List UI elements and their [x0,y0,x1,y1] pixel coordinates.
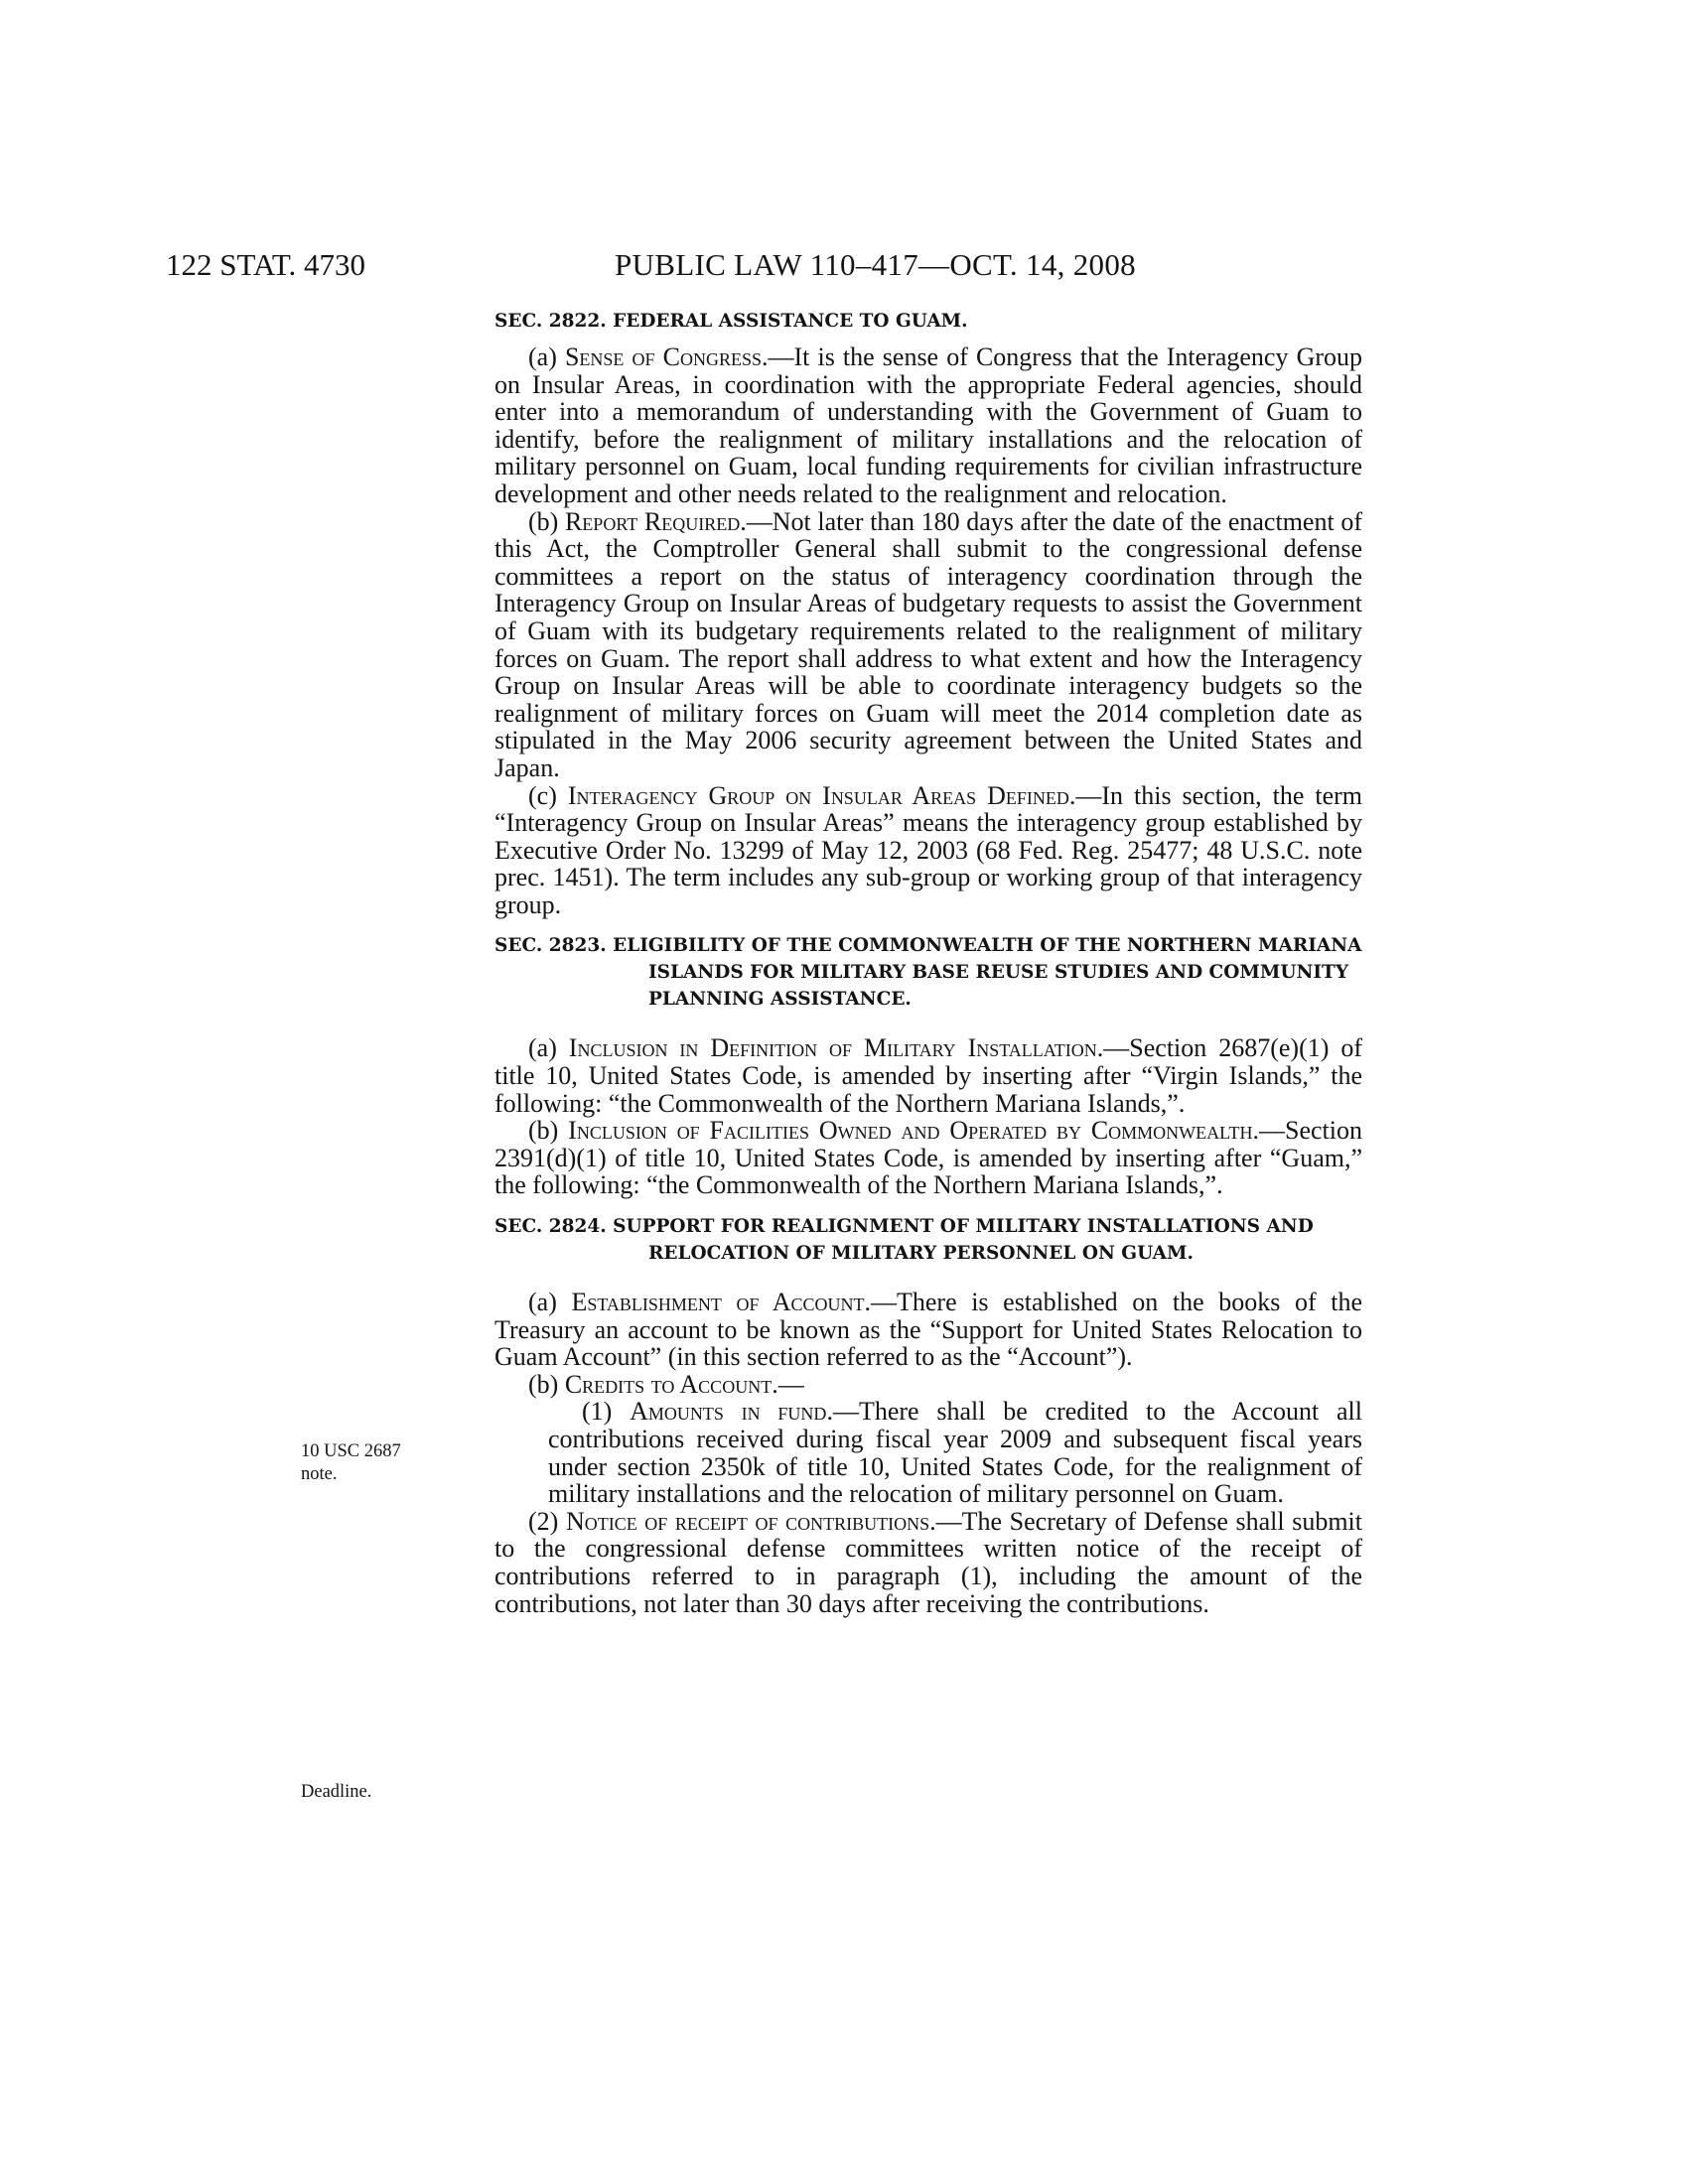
section-2823-subsection-b [494,1117,1362,1199]
label: (a) [528,1033,569,1063]
margin-note-deadline: Deadline. [301,1782,372,1802]
caption: Establishment of Account [571,1288,865,1317]
label: (c) [528,780,568,810]
section-2824-heading: SEC. 2824. SUPPORT FOR REALIGNMENT OF MILITARY INSTALLATIONS AND RELOCATION OF MILITARY PERSONNEL ON GUAM. [494,1216,1314,1265]
running-header [0,247,1688,291]
text: .—There shall be credited to the Account all contributions received during fiscal year 2009 and subsequent fiscal years under section 2350k of title 10, United States Code, for the realignment of military installations and the relocation of military personnel on Guam. [548,1397,1362,1509]
label: (a) [528,342,565,371]
stat-page-number: 122 STAT. 4730 [166,247,366,282]
caption: Report Required [564,506,741,536]
section-2824-paragraph-1 [548,1398,1362,1507]
text: .—Section 2687(e)(1) of title 10, United States Code, is amended by inserting after “Virgin Islands,” the following: “the Commonwealth of the Northern Mariana Islands,”. [494,1033,1362,1118]
text: .—Not later than 180 days after the date of the enactment of this Act, the Comptroller General shall submit to the congressional defense committees a report on the status of interagency coordination through the Interagency Group on Insular Areas of budgetary requests to assist the Government of Guam with its budgetary requirements related to the realignment of military forces on Guam. The report shall address to what extent and how the Interagency Group on Insular Areas will be able to coordinate interagency budgets so the realignment of military forces on Guam will meet the 2014 completion date as stipulated in the May 2006 security agreement between the United States and Japan. [494,506,1362,782]
section-2823-heading: SEC. 2823. ELIGIBILITY OF THE COMMONWEALTH OF THE NORTHERN MARIANA ISLANDS FOR MILITARY BASE REUSE STUDIES AND COMMUNITY PLANNING ASSISTANCE. [494,935,1362,1011]
label: (1) [582,1397,631,1427]
section-2823-subsection-a [494,1034,1362,1117]
section-2822-subsection-b [494,508,1362,782]
caption: Sense of Congress [564,342,762,371]
margin-note-usc [301,1440,480,1486]
section-2822-subsection-c [494,782,1362,919]
text: .—The Secretary of Defense shall submit to the congressional defense committees written notice of the receipt of contributions referred to in paragraph (1), including the amount of the contributions, not later than 30 days after receiving the contributions. [494,1506,1362,1618]
caption: Amounts in fund [630,1397,827,1427]
label: (b) [528,1116,569,1146]
section-2824-subsection-a [494,1289,1362,1371]
text: .—Section 2391(d)(1) of title 10, United States Code, is amended by inserting after “Guam,” the following: “the Commonwealth of the Northern Mariana Islands,”. [494,1116,1362,1200]
margin-note-usc-line2: note. [301,1464,338,1484]
label: (2) [528,1506,566,1536]
margin-note-usc-line1: 10 USC 2687 [301,1441,401,1461]
text: .— [772,1369,804,1399]
section-2824-subsection-b [494,1371,1362,1399]
text: .—In this section, the term “Interagency Group on Insular Areas” means the interagency group established by Executive Order No. 13299 of May 12, 2003 (68 Fed. Reg. 25477; 48 U.S.C. note prec. 1451). The term includes any sub-group or working group of that interagency group. [494,780,1363,919]
document-body [494,308,1362,1617]
section-2822-subsection-a [494,343,1362,508]
text: .—There is established on the books of the Treasury an account to be known as the “Support for United States Relocation to Guam Account” (in this section referred to as the “Account”). [494,1288,1362,1372]
public-law-citation: PUBLIC LAW 110–417—OCT. 14, 2008 [615,247,1136,282]
caption: Credits to Account [564,1369,773,1399]
section-2822-heading: SEC. 2822. FEDERAL ASSISTANCE TO GUAM. [494,311,968,332]
section-2824-paragraph-2 [494,1508,1362,1617]
caption: Inclusion of Facilities Owned and Operated by Commonwealth [568,1116,1253,1146]
text: .—It is the sense of Congress that the Interagency Group on Insular Areas, in coordination with the appropriate Federal agencies, should enter into a memorandum of understanding with the Government of Guam to identify, before the realignment of military installations and the relocation of military personnel on Guam, local funding requirements for civilian infrastructure development and other needs related to the realignment and relocation. [494,342,1363,508]
label: (b) [528,1369,565,1399]
caption: Inclusion in Definition of Military Installation [568,1033,1097,1063]
caption: Interagency Group on Insular Areas Defined [567,780,1069,810]
label: (b) [528,506,565,536]
label: (a) [528,1288,572,1317]
caption: Notice of receipt of contributions [565,1506,930,1536]
